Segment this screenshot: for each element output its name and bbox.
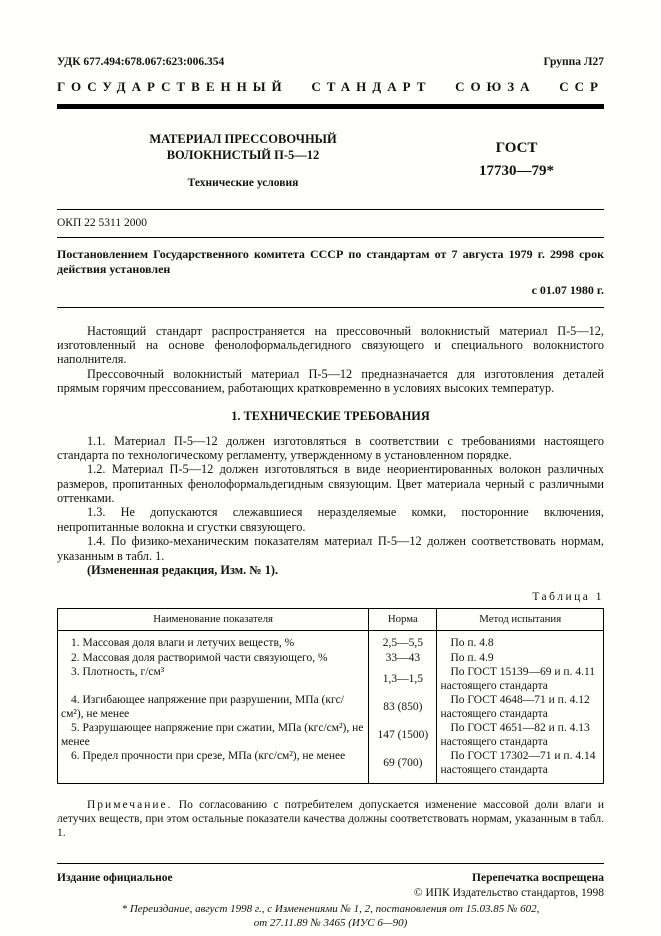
document-title	[57, 131, 429, 164]
section-heading: 1. ТЕХНИЧЕСКИЕ ТРЕБОВАНИЯ	[231, 408, 430, 423]
indicator-method: По ГОСТ 4648—71 и п. 4.12 настоящего стандарта	[437, 693, 604, 721]
table-row	[58, 665, 604, 693]
copyright-line: © ИПК Издательство стандартов, 1998	[413, 886, 604, 899]
indicator-norm: 1,3—1,5	[369, 665, 437, 693]
indicator-norm: 2,5—5,5	[369, 631, 437, 651]
indicator-norm: 33—43	[369, 651, 437, 665]
indicator-name: 6. Предел прочности при срезе, МПа (кгс/см²), не менее	[71, 749, 346, 762]
title-left-column	[57, 131, 429, 189]
title-block	[57, 109, 604, 209]
footer-line	[57, 869, 604, 884]
section-paragraph: 1.2. Материал П-5—12 должен изготовляться в виде неориентированных волокон различных размеров, пропитанных фенолоформальдегидным связующим. Цвет материала черный с различными оттенками.	[57, 462, 604, 506]
udk-code: УДК 677.494:678.067:623:006.354	[57, 56, 225, 68]
indicator-name: 5. Разрушающее напряжение при сжатии, МПа (кгс/см²), не менее	[61, 721, 364, 748]
official-edition-label: Издание официальное	[57, 871, 173, 884]
decree-text: Постановлением Государственного комитета СССР по стандартам от 7 августа 1979 г. 2998 срок действия установлен	[57, 246, 604, 277]
body-text	[57, 324, 604, 578]
indicator-name: 4. Изгибающее напряжение при разрушении, МПа (кгс/см²), не менее	[61, 693, 344, 720]
reprint-forbidden-label: Перепечатка воспрещена	[472, 871, 604, 884]
document-subtitle: Технические условия	[187, 176, 299, 189]
page-footer	[57, 863, 604, 931]
indicator-name: 2. Массовая доля растворимой части связующего, %	[71, 651, 328, 664]
indicator-norm: 83 (850)	[369, 693, 437, 721]
table-header-row	[58, 609, 604, 631]
indicator-norm: 147 (1500)	[369, 721, 437, 749]
reissue-footnote-line1: * Переиздание, август 1998 г., с Изменениями № 1, 2, постановления от 15.03.85 № 602,	[121, 902, 540, 915]
table-row	[58, 693, 604, 721]
section-paragraph: 1.1. Материал П-5—12 должен изготовляться в соответствии с требованиями настоящего стандарта по технологическому регламенту, утвержденному в установленном порядке.	[57, 433, 604, 462]
note-label: Примечание.	[87, 798, 173, 811]
requirements-table	[57, 608, 604, 783]
indicator-norm: 69 (700)	[369, 749, 437, 784]
group-code: Группа Л27	[543, 56, 604, 68]
indicator-method: По ГОСТ 4651—82 и п. 4.13 настоящего стандарта	[437, 721, 604, 749]
table-caption: Таблица 1	[532, 591, 604, 604]
effective-date: с 01.07 1980 г.	[531, 282, 604, 297]
table-row	[58, 651, 604, 665]
state-standard-header: ГОСУДАРСТВЕННЫЙ СТАНДАРТ СОЮЗА ССР	[57, 79, 604, 94]
indicator-name: 1. Массовая доля влаги и летучих веществ, %	[71, 637, 295, 650]
table-note	[57, 798, 604, 841]
table-row	[58, 749, 604, 784]
indicator-method: По ГОСТ 17302—71 и п. 4.14 настоящего стандарта	[437, 749, 604, 784]
indicator-method: По ГОСТ 15139—69 и п. 4.11 настоящего стандарта	[437, 665, 604, 693]
indicator-method: По п. 4.8	[437, 631, 604, 651]
column-header-method: Метод испытания	[437, 609, 604, 631]
indicator-name: 3. Плотность, г/см³	[71, 665, 165, 678]
column-header-name: Наименование показателя	[58, 609, 369, 631]
indicator-method: По п. 4.9	[437, 651, 604, 665]
table-row	[58, 631, 604, 651]
okp-code: ОКП 22 5311 2000	[57, 216, 147, 229]
column-header-norm: Норма	[369, 609, 437, 631]
gost-label: ГОСТ	[495, 139, 538, 156]
intro-paragraph: Настоящий стандарт распространяется на прессовочный волокнистый материал П-5—12, изготовленный на основе фенолоформальдегидного связующего и специального волокнистого наполнителя.	[57, 323, 604, 367]
intro-paragraph: Прессовочный волокнистый материал П-5—12 предназначается для изготовления деталей прямым горячим прессованием, работающих кратковременно в условиях высоких температур.	[57, 366, 604, 396]
reissue-footnote	[57, 902, 604, 931]
gost-number: 17730—79*	[479, 162, 554, 179]
reissue-footnote-line2: от 27.11.89 № 3465 (ИУС 6—90)	[253, 917, 408, 930]
note-text: По согласованию с потребителем допускается изменение массовой доли влаги и летучих веществ, при этом остальные показатели качества должны соответствовать нормам, указанным в табл. 1.	[57, 798, 604, 840]
footer-divider	[57, 863, 604, 864]
document-title-line2: ВОЛОКНИСТЫЙ П-5—12	[166, 148, 320, 163]
top-codes-line	[57, 56, 604, 68]
gost-number-block	[429, 137, 604, 184]
section-paragraph: 1.3. Не допускаются слежавшиеся неразделяемые комки, посторонние включения, непропитанные волокна и сгустки связующего.	[57, 505, 604, 534]
divider	[57, 307, 604, 308]
document-title-line1: МАТЕРИАЛ ПРЕССОВОЧНЫЙ	[149, 132, 337, 146]
table-row	[58, 721, 604, 749]
section-paragraph: 1.4. По физико-механическим показателям материал П-5—12 должен соответствовать нормам, указанным в табл. 1.	[57, 534, 604, 563]
amended-revision-note: (Измененная редакция, Изм. № 1).	[87, 562, 279, 577]
